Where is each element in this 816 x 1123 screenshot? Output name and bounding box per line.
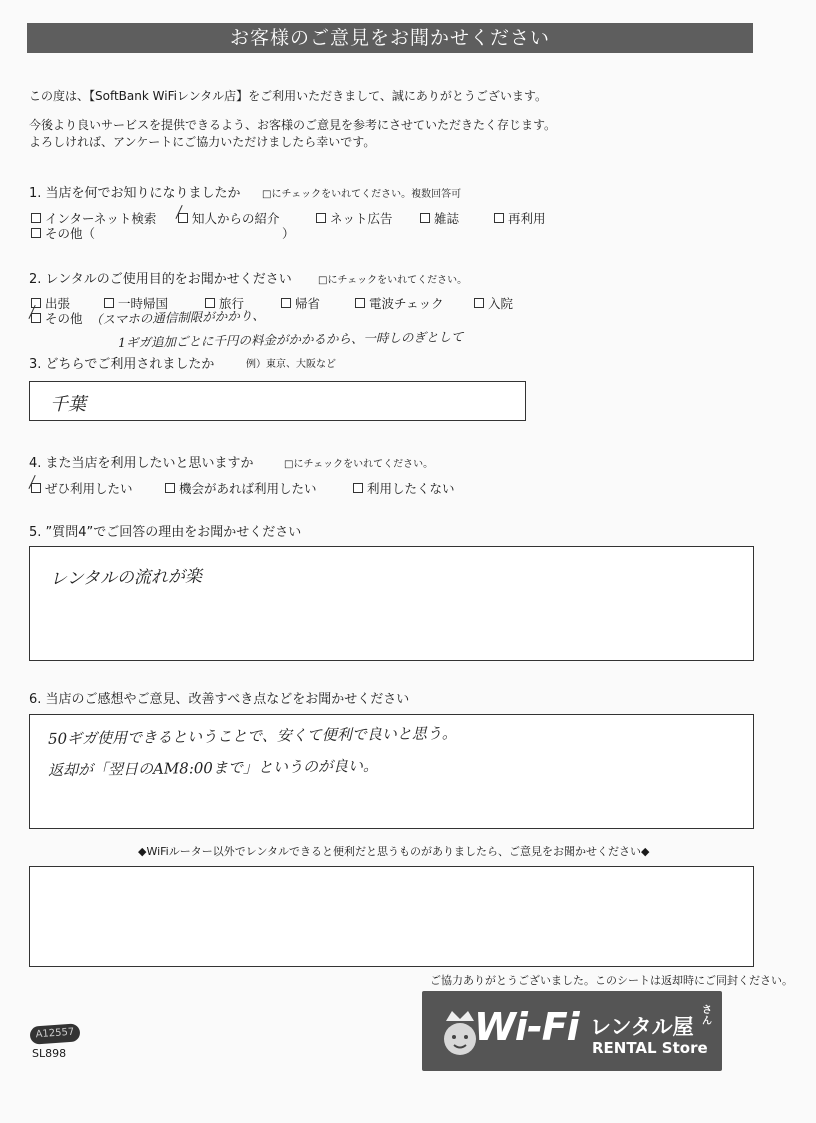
checkbox[interactable]: [316, 213, 326, 223]
checkbox[interactable]: [474, 298, 484, 308]
q7-title: ◆WiFiルーター以外でレンタルできると便利だと思うものがありましたら、ご意見をお聞かせください◆: [138, 845, 650, 858]
q1-title: 1. 当店を何でお知りになりましたか: [29, 186, 241, 201]
q6-answer-line-1: 50ギガ使用できるということで、安くて便利で良いと思う。: [47, 724, 457, 748]
form-code: SL898: [32, 1047, 67, 1060]
checkbox[interactable]: [31, 213, 41, 223]
intro-line-3: よろしければ、アンケートにご協力いただけましたら幸いです。: [29, 135, 376, 149]
id-sticker: A12557: [29, 1023, 80, 1044]
q6-answer-box[interactable]: [29, 714, 754, 829]
page-title: お客様のご意見をお聞かせください: [27, 23, 753, 53]
intro-line-1: この度は、【SoftBank WiFiレンタル店】をご利用いただきまして、誠にありがとうございます。: [29, 89, 547, 103]
q3-note: 例）東京、大阪など: [246, 359, 336, 370]
option-label: ネット広告: [330, 211, 393, 226]
checkbox[interactable]: [355, 298, 365, 308]
checkbox[interactable]: [420, 213, 430, 223]
q3-answer: 千葉: [50, 394, 86, 415]
checkbox[interactable]: [494, 213, 504, 223]
q2-title: 2. レンタルのご使用目的をお聞かせください: [29, 272, 292, 287]
checkbox[interactable]: [165, 483, 175, 493]
option-label: 旅行: [219, 296, 245, 311]
option-label: ぜひ利用したい: [45, 481, 133, 496]
logo-rental-shop-text: レンタル屋: [590, 1015, 694, 1039]
q1-option-referral[interactable]: [178, 209, 280, 227]
q1-other-close-paren: ）: [282, 226, 295, 241]
q5-title: 5. ”質問4”でご回答の理由をお聞かせください: [29, 525, 302, 540]
checkbox[interactable]: [104, 298, 114, 308]
q1-option-other[interactable]: [31, 224, 95, 242]
checkbox[interactable]: [281, 298, 291, 308]
option-label: 利用したくない: [367, 481, 455, 496]
checkbox-checked[interactable]: [178, 213, 188, 223]
q7-answer-box[interactable]: [29, 866, 754, 967]
q5-answer: レンタルの流れが楽: [49, 566, 203, 590]
q3-answer-box[interactable]: [29, 381, 526, 421]
option-label: 一時帰国: [118, 296, 169, 311]
option-label: 再利用: [508, 211, 546, 226]
q4-title: 4. また当店を利用したいと思いますか: [29, 456, 254, 471]
option-label: 入院: [488, 296, 514, 311]
q1-option-net-ad[interactable]: [316, 209, 393, 227]
q4-note: □にチェックをいれてください。: [284, 459, 434, 470]
q2-option-other[interactable]: [31, 309, 83, 327]
logo-rental-store-text: RENTAL Store: [592, 1039, 708, 1057]
option-label: その他（: [45, 226, 96, 241]
q6-answer-line-2: 返却が「翌日のAM8:00まで」というのが良い。: [47, 756, 379, 780]
intro-line-2: 今後より良いサービスを提供できるよう、お客様のご意見を参考にさせていただきたく存じます。: [29, 118, 557, 132]
q4-option-if-opportunity[interactable]: [165, 479, 317, 497]
q4-option-definitely[interactable]: [31, 479, 133, 497]
option-label: その他: [45, 311, 83, 326]
q1-option-magazine[interactable]: [420, 209, 459, 227]
checkbox-checked[interactable]: [31, 483, 41, 493]
option-label: インターネット検索: [45, 211, 157, 226]
wifi-rental-logo: [422, 991, 722, 1071]
q2-note: □にチェックをいれてください。: [318, 275, 468, 286]
logo-san-text: さん: [702, 1005, 712, 1027]
q2-option-hospital[interactable]: [474, 294, 513, 312]
footer-thanks: ご協力ありがとうございました。このシートは返却時にご同封ください。: [430, 974, 793, 987]
option-label: 雑誌: [434, 211, 460, 226]
option-label: 帰省: [295, 296, 321, 311]
option-label: 知人からの紹介: [192, 211, 280, 226]
option-label: 機会があれば利用したい: [179, 481, 317, 496]
q6-title: 6. 当店のご感想やご意見、改善すべき点などをお聞かせください: [29, 692, 410, 707]
checkbox[interactable]: [353, 483, 363, 493]
q2-handwritten-line-2: 1ギガ追加ごとに千円の料金がかかるから、一時しのぎとして: [117, 328, 464, 351]
q4-option-no[interactable]: [353, 479, 455, 497]
q1-option-reuse[interactable]: [494, 209, 546, 227]
q2-option-signal-check[interactable]: [355, 294, 444, 312]
q5-answer-box[interactable]: [29, 546, 754, 661]
checkbox-checked[interactable]: [31, 313, 41, 323]
checkbox[interactable]: [31, 228, 41, 238]
logo-wifi-text: Wi-Fi: [474, 1005, 579, 1049]
option-label: 電波チェック: [369, 296, 444, 311]
option-label: 出張: [45, 296, 71, 311]
q1-note: □にチェックをいれてください。複数回答可: [262, 189, 462, 200]
q2-handwritten-line-1: （スマホの通信制限がかかり、: [89, 307, 265, 328]
q3-title: 3. どちらでご利用されましたか: [29, 357, 215, 372]
q2-option-homecoming[interactable]: [281, 294, 320, 312]
